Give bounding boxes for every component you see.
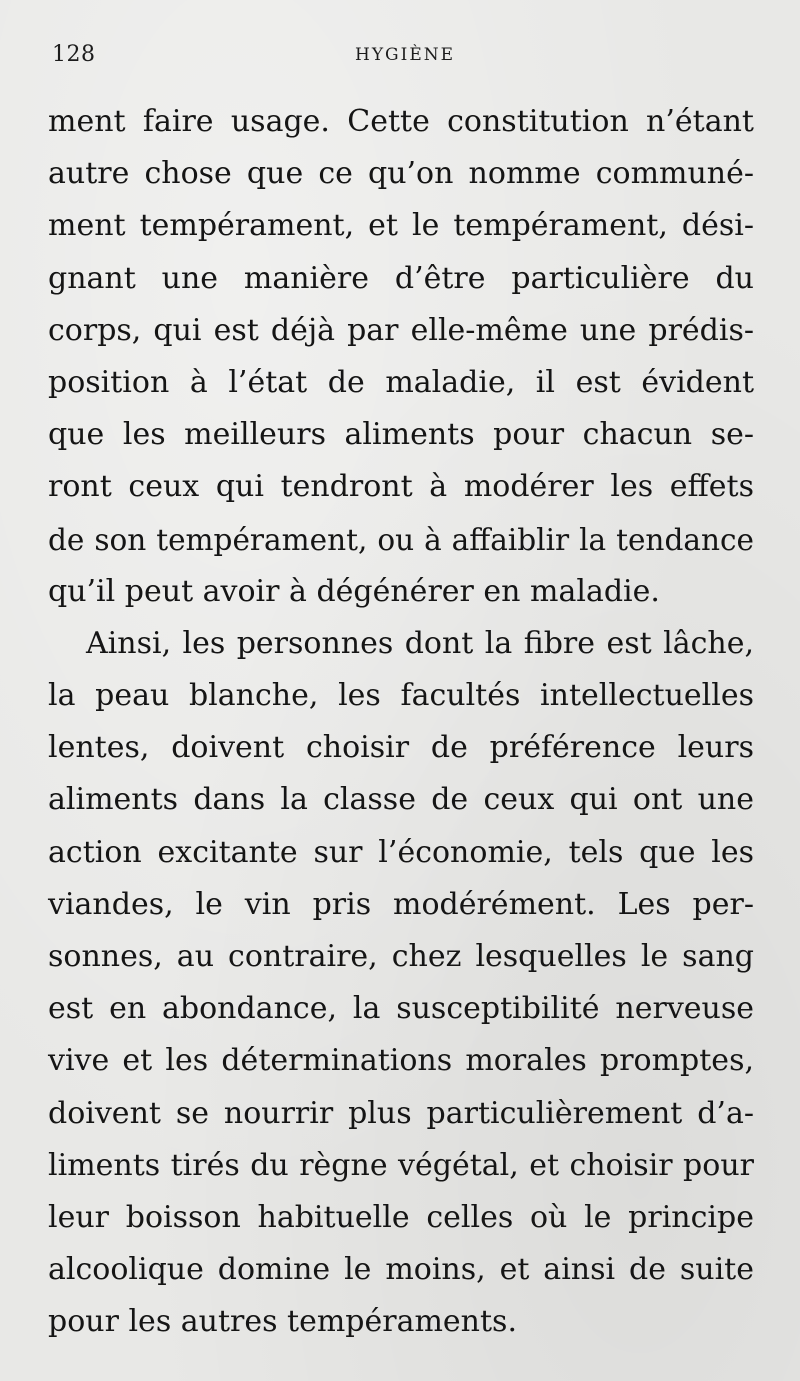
text-line: vive et les déterminations morales promptes,: [48, 1043, 754, 1079]
running-head: [52, 42, 752, 72]
text-line: pour les autres tempéraments.: [48, 1304, 517, 1340]
paragraph-1: [48, 96, 754, 618]
text-line: de son tempérament, ou à affaiblir la tendance: [48, 522, 754, 557]
running-title: HYGIÈNE: [355, 45, 456, 65]
text-line: ment faire usage. Cette constitution n’étant: [48, 104, 754, 139]
page-number: 128: [52, 42, 96, 67]
text-line: liments tirés du règne végétal, et choisir pour: [48, 1147, 754, 1183]
text-line: la peau blanche, les facultés intellectuelles: [48, 678, 754, 714]
text-line: ront ceux qui tendront à modérer les effets: [48, 469, 754, 505]
text-line: action excitante sur l’économie, tels que les: [48, 834, 754, 870]
text-line: ment tempérament, et le tempérament, dési-: [48, 208, 754, 244]
text-line: corps, qui est déjà par elle-même une prédis-: [48, 312, 754, 348]
text-line: leur boisson habituelle celles où le principe: [48, 1199, 754, 1235]
text-line: autre chose que ce qu’on nomme communé-: [48, 156, 754, 192]
text-line: sonnes, au contraire, chez lesquelles le sang: [48, 939, 754, 974]
text-line: qu’il peut avoir à dégénérer en maladie.: [48, 573, 660, 609]
body-text: [48, 96, 754, 1349]
text-line: aliments dans la classe de ceux qui ont une: [48, 782, 754, 818]
text-line: alcoolique domine le moins, et ainsi de suite: [48, 1252, 754, 1288]
text-line: doivent se nourrir plus particulièrement d’a-: [48, 1095, 754, 1131]
text-line: position à l’état de maladie, il est évident: [48, 364, 754, 400]
text-line: est en abondance, la susceptibilité nerveuse: [48, 991, 754, 1027]
paragraph-2: [48, 618, 754, 1349]
text-line: gnant une manière d’être particulière du: [48, 260, 754, 296]
text-line: lentes, doivent choisir de préférence leurs: [48, 730, 754, 766]
text-line: que les meilleurs aliments pour chacun se-: [48, 417, 754, 453]
text-line: viandes, le vin pris modérément. Les per-: [48, 886, 754, 922]
text-line: Ainsi, les personnes dont la fibre est lâche,: [86, 625, 754, 661]
